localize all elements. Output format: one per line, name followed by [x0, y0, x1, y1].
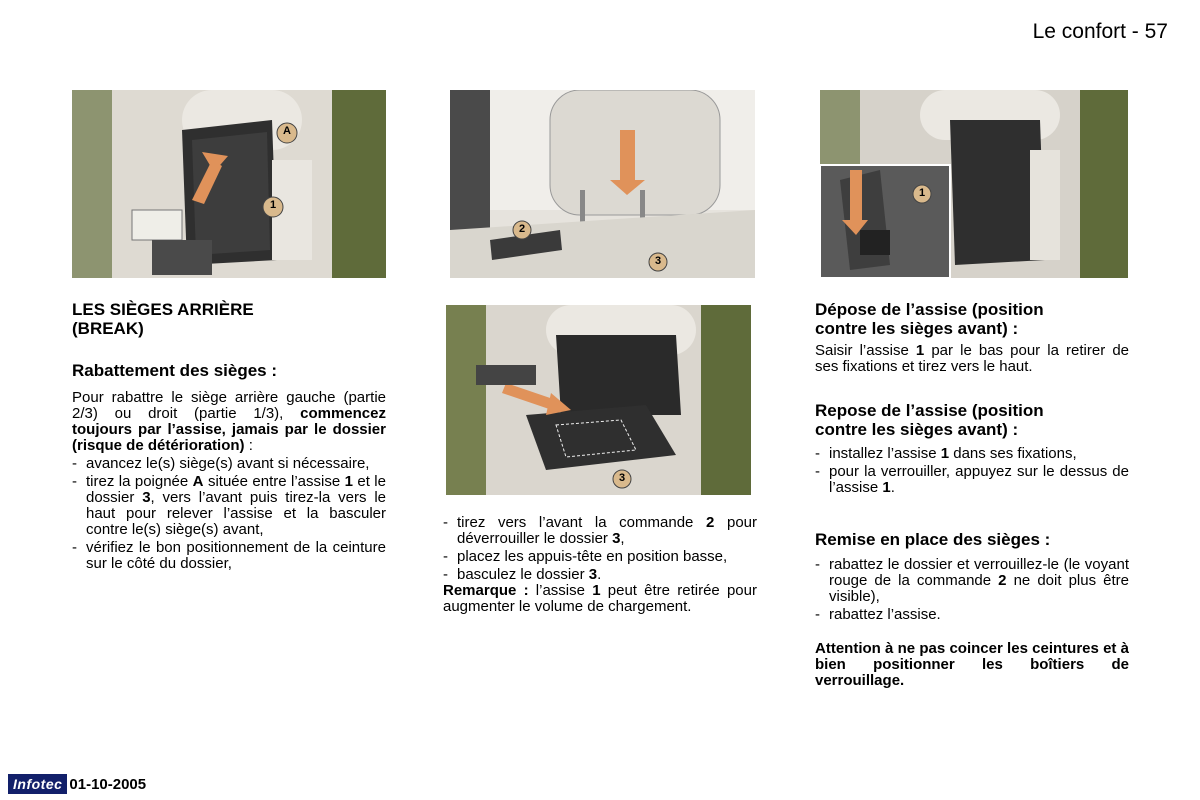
title-line-1: Dépose de l’assise (position: [815, 300, 1044, 319]
item-text: tirez la poignée: [86, 473, 193, 490]
para-text: Saisir l’assise: [815, 342, 916, 359]
ref-3: 3: [142, 489, 151, 506]
page-header: Le confort - 57: [1032, 20, 1168, 43]
item-text: installez l’assise: [829, 445, 941, 462]
seat-illustration-handle: [72, 90, 386, 278]
list-item: - avancez le(s) siège(s) avant si nécessaire,: [72, 455, 370, 472]
list-item: - basculez le dossier 3.: [443, 566, 602, 583]
intro-paragraph: [72, 390, 386, 454]
para-text: par le bas pour la retirer de ses fixations et tirez vers le haut.: [815, 342, 1129, 375]
list-item: - placez les appuis-tête en position basse,: [443, 548, 728, 565]
item-text: tirez vers l’avant la commande: [457, 514, 707, 531]
remark-text: peut être retirée pour augmenter le volume de chargement.: [443, 582, 757, 615]
ref-1: 1: [882, 479, 891, 496]
remark-text: l’assise: [528, 582, 593, 599]
item-text: .: [890, 479, 895, 496]
footer: [8, 774, 146, 794]
column-2: [443, 515, 757, 615]
remove-paragraph: [815, 343, 1129, 375]
intro-end: :: [244, 437, 253, 454]
title-line-1: LES SIÈGES ARRIÈRE: [72, 300, 254, 319]
ref-1: 1: [915, 342, 925, 359]
list-item: - vérifiez le bon positionnement de la ceinture sur le côté du dossier,: [72, 539, 386, 572]
list-item: - installez l’assise 1 dans ses fixations,: [815, 445, 1077, 462]
label-A: A: [283, 125, 291, 137]
list-item: - rabattez l’assise.: [815, 606, 941, 623]
item-text: basculez le dossier: [457, 566, 589, 583]
footer-date: 01-10-2005: [69, 775, 147, 793]
section-title-remove: [815, 300, 1129, 338]
title-line-1: Repose de l’assise (position: [815, 401, 1044, 420]
item-text: ne doit plus être visible),: [829, 572, 1129, 605]
label-1: 1: [269, 199, 277, 211]
column-1: [72, 300, 386, 572]
item-text: ,: [620, 530, 625, 547]
item-text: située entre l’assise: [203, 473, 345, 490]
ref-1: 1: [592, 582, 601, 599]
item-text: .: [597, 566, 602, 583]
section-title-restore: Remise en place des sièges :: [815, 530, 1051, 549]
refit-list: [815, 446, 1129, 496]
ref-1: 1: [344, 473, 353, 490]
intro-text: Pour rabattre le siège arrière gauche (partie 2/3) ou droit (partie 1/3),: [72, 389, 386, 422]
ref-3: 3: [612, 530, 621, 547]
seat-illustration-folded: [446, 305, 751, 495]
item-text: , vers l’avant puis tirez-la vers le haut pour relever l’assise et la basculer contre le(s) siège(s) avant,: [86, 489, 386, 538]
subtitle: Rabattement des sièges :: [72, 361, 278, 380]
item-text: et le dossier: [86, 473, 386, 506]
item-text: pour la verrouiller, appuyez sur le dessus de l’assise: [829, 463, 1129, 496]
label-1b: 1: [918, 187, 926, 199]
list-item: - pour la verrouiller, appuyez sur le dessus de l’assise 1.: [815, 463, 1129, 496]
column-3: [815, 300, 1129, 689]
title-line-2: (BREAK): [72, 319, 144, 338]
restore-list: [815, 557, 1129, 623]
seat-illustration-cushion: [820, 90, 1128, 278]
warning-text: Attention à ne pas coincer les ceintures et à bien positionner les boîtiers de verrouillage.: [815, 640, 1129, 689]
ref-2: 2: [998, 572, 1007, 589]
list-item: - tirez vers l’avant la commande 2 pour déverrouiller le dossier 3,: [443, 514, 757, 547]
item-text: rabattez l’assise.: [829, 606, 941, 623]
remark: [443, 583, 757, 615]
section-title-refit: [815, 401, 1129, 439]
infotec-logo: Infotec: [8, 774, 67, 794]
list-item: - tirez la poignée A située entre l’assise 1 et le dossier 3, vers l’avant puis tirez-la vers le haut pour relever l’assise et la basculer contre le(s) siège(s) avant,: [72, 473, 386, 538]
ref-A: A: [192, 473, 204, 490]
ref-2: 2: [706, 514, 715, 531]
section-title: [72, 300, 386, 338]
seat-illustration-headrest: [450, 90, 755, 278]
ref-3: 3: [588, 566, 598, 583]
item-text: vérifiez le bon positionnement de la ceinture sur le côté du dossier,: [86, 539, 386, 572]
label-3b: 3: [618, 472, 626, 484]
item-text: placez les appuis-tête en position basse,: [457, 548, 728, 565]
item-text: dans ses fixations,: [949, 445, 1077, 462]
ref-1: 1: [940, 445, 950, 462]
item-text: avancez le(s) siège(s) avant si nécessaire,: [86, 455, 370, 472]
title-line-2: contre les sièges avant) :: [815, 420, 1019, 439]
steps-list-2: [443, 515, 757, 583]
item-text: pour déverrouiller le dossier: [457, 514, 757, 547]
steps-list: [72, 456, 386, 572]
remark-label: Remarque :: [443, 582, 529, 599]
label-3: 3: [654, 255, 662, 267]
title-line-2: contre les sièges avant) :: [815, 319, 1019, 338]
intro-bold: commencez toujours par l’assise, jamais par le dossier (risque de détérioration): [72, 405, 386, 454]
item-text: rabattez le dossier et verrouillez-le (le voyant rouge de la commande: [829, 556, 1129, 589]
label-2: 2: [518, 223, 526, 235]
list-item: - rabattez le dossier et verrouillez-le (le voyant rouge de la commande 2 ne doit plus être visible),: [815, 556, 1129, 605]
